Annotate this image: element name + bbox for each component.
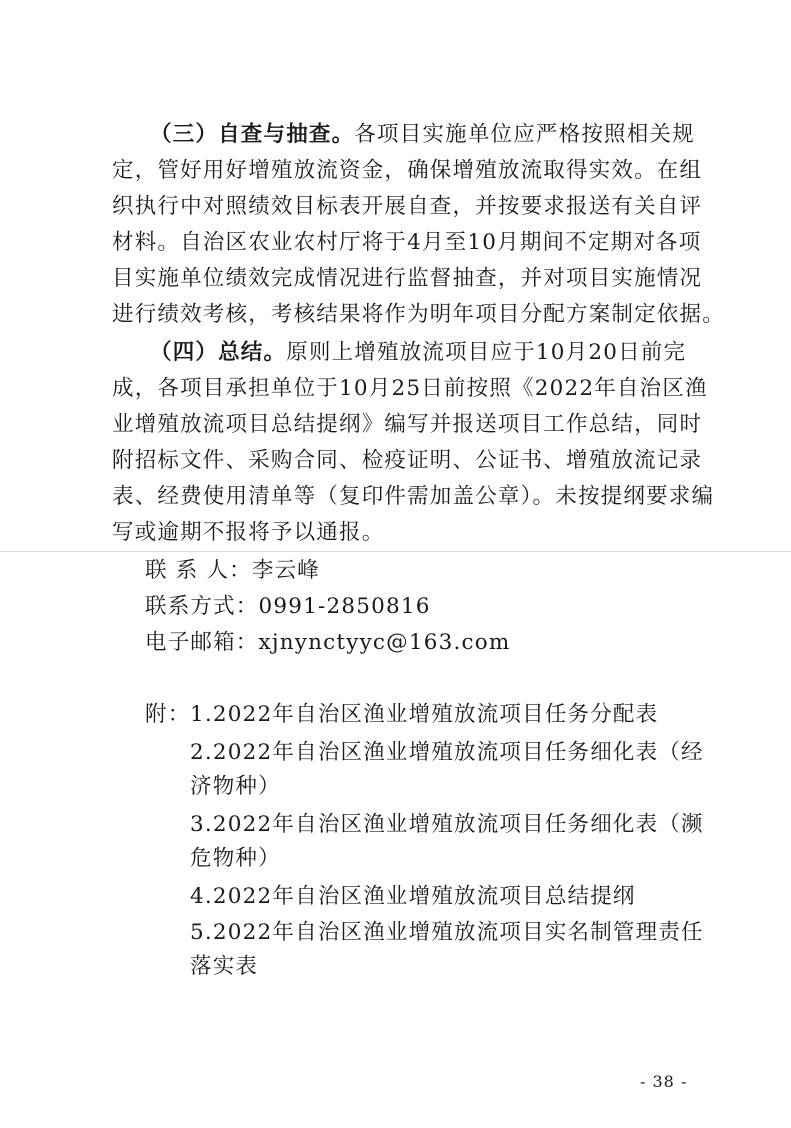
contact-phone bbox=[145, 592, 725, 622]
section4-line-5: 表、经费使用清单等（复印件需加盖公章）。未按提纲要求编 bbox=[112, 484, 715, 509]
attachment-item-1: 1.2022年自治区渔业增殖放流项目任务分配表 bbox=[190, 702, 659, 727]
section4-line-4: 附招标文件、采购合同、检疫证明、公证书、增殖放流记录 bbox=[112, 448, 703, 473]
attachment-item-3-cont: 危物种） bbox=[190, 846, 281, 871]
section3-text: 各项目实施单位应严格按照相关规 bbox=[354, 122, 695, 147]
contact-email bbox=[145, 628, 725, 658]
attachment-item-5: 5.2022年自治区渔业增殖放流项目实名制管理责任 bbox=[190, 920, 704, 945]
section4-line-2: 成，各项目承担单位于10月25日前按照《2022年自治区渔 bbox=[112, 376, 708, 401]
section4-line-6: 写或逾期不报将予以通报。 bbox=[112, 520, 385, 545]
section3-line-6: 进行绩效考核，考核结果将作为明年项目分配方案制定依据。 bbox=[112, 302, 725, 327]
page-number: - 38 - bbox=[640, 1072, 688, 1091]
contact-email-label: 电子邮箱： bbox=[145, 630, 259, 655]
scan-divider-line bbox=[0, 551, 791, 552]
section3-line-3: 织执行中对照绩效目标表开展自查，并按要求报送有关自评 bbox=[112, 194, 703, 219]
section3-line-1 bbox=[150, 120, 730, 150]
section4-text: 原则上增殖放流项目应于10月20日前完 bbox=[286, 340, 687, 365]
section4-line-1 bbox=[150, 338, 730, 368]
contact-person-label: 联 系 人： bbox=[145, 558, 252, 583]
attachment-item-5-cont: 落实表 bbox=[190, 954, 259, 979]
section4-heading: （四）总结。 bbox=[150, 340, 287, 365]
contact-phone-value: 0991-2850816 bbox=[258, 594, 431, 619]
section3-heading: （三）自查与抽查。 bbox=[150, 122, 355, 147]
attachment-item-4: 4.2022年自治区渔业增殖放流项目总结提纲 bbox=[190, 884, 636, 909]
attachments-label: 附： bbox=[145, 702, 191, 727]
attachment-item-2: 2.2022年自治区渔业增殖放流项目任务细化表（经 bbox=[190, 740, 704, 765]
section3-line-5: 目实施单位绩效完成情况进行监督抽查，并对项目实施情况 bbox=[112, 266, 703, 291]
contact-person-value: 李云峰 bbox=[251, 558, 320, 583]
contact-phone-label: 联系方式： bbox=[145, 594, 259, 619]
section3-line-2: 定，管好用好增殖放流资金，确保增殖放流取得实效。在组 bbox=[112, 158, 703, 183]
contact-email-value: xjnynctyyc@163.com bbox=[258, 630, 511, 655]
section3-line-4: 材料。自治区农业农村厅将于4月至10月期间不定期对各项 bbox=[112, 230, 702, 255]
attachment-item-2-cont: 济物种） bbox=[190, 774, 281, 799]
section4-line-3: 业增殖放流项目总结提纲》编写并报送项目工作总结，同时 bbox=[112, 412, 703, 437]
attachment-item-3: 3.2022年自治区渔业增殖放流项目任务细化表（濒 bbox=[190, 812, 704, 837]
contact-person bbox=[145, 556, 725, 586]
